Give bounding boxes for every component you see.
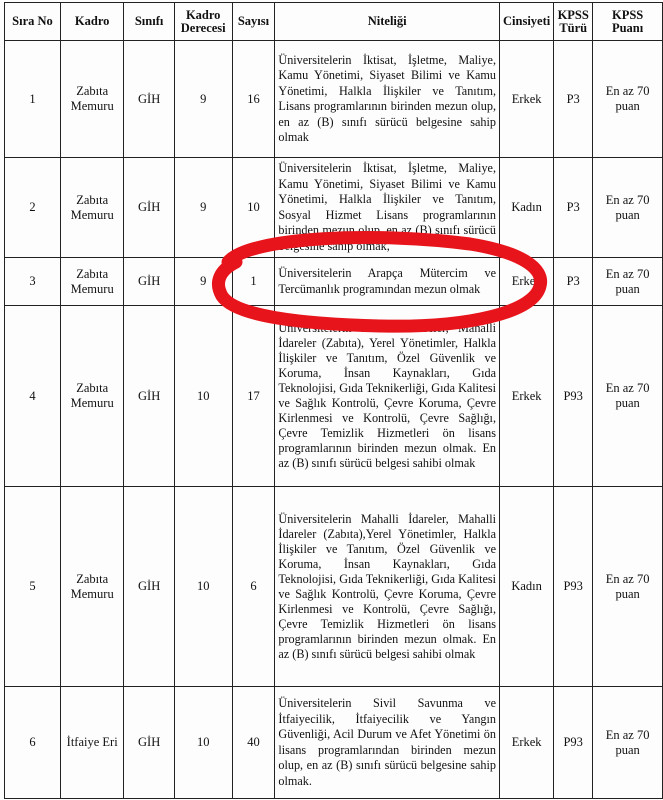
header-cinsiyet: Cinsiyeti [500,3,554,41]
cell-sira: 2 [5,158,61,258]
cell-nitelik: Üniversitelerin Sivil Savunma ve İtfaiyecilik, İtfaiyecilik ve Yangın Güvenliği, Acil Durum ve Afet Yönetimi ön lisans programlarından birinden mezun olup, en az (B) sınıfı sürücü belgesine sahip olmak. [275,687,500,799]
cell-sira: 5 [5,487,61,687]
cell-derece: 10 [174,687,232,799]
cell-sayi: 17 [232,306,275,487]
table-row [5,158,663,258]
cell-sira: 6 [5,687,61,799]
kadro-table [4,2,663,799]
cell-kpss-turu: P3 [554,41,593,158]
cell-sira: 4 [5,306,61,487]
header-sira-no: Sıra No [5,3,61,41]
cell-kpss-puani: En az 70 puan [593,487,663,687]
header-row [5,3,663,41]
cell-sinif: GİH [124,158,174,258]
cell-nitelik: Üniversitelerin Mahalli İdareler, Mahalli İdareler (Zabıta),Yerel Yönetimler, Halkla İlişkiler ve Tanıtım, Özel Güvenlik ve Koruma, İnsan Kaynakları, Gıda Teknolojisi, Gıda Teknikerliği, Gıda Kalitesi ve Sağlık Kontrolü, Çevre Koruma, Çevre Kirlenmesi ve Kontrolü, Çevre Sağlığı, Çevre Temizlik Hizmetleri ön lisans programlarının birinden mezun olmak. En az (B) sınıfı sürücü belgesi sahibi olmak [275,487,500,687]
cell-kadro: Zabıta Memuru [60,306,123,487]
cell-kpss-turu: P93 [554,487,593,687]
cell-cinsiyet: Erkek [500,258,554,306]
cell-kpss-puani: En az 70 puan [593,258,663,306]
header-kpss-puani: KPSS Puanı [593,3,663,41]
cell-sira: 1 [5,41,61,158]
header-niteligi: Niteliği [275,3,500,41]
cell-sayi: 6 [232,487,275,687]
table-row [5,687,663,799]
cell-kadro: Zabıta Memuru [60,158,123,258]
cell-kadro: Zabıta Memuru [60,258,123,306]
table-row [5,487,663,687]
cell-derece: 10 [174,306,232,487]
cell-cinsiyet: Erkek [500,41,554,158]
cell-kpss-turu: P3 [554,258,593,306]
header-kpss-turu: KPSS Türü [554,3,593,41]
cell-sinif: GİH [124,41,174,158]
cell-cinsiyet: Kadın [500,158,554,258]
cell-kpss-puani: En az 70 puan [593,41,663,158]
cell-sinif: GİH [124,487,174,687]
cell-derece: 9 [174,258,232,306]
cell-derece: 9 [174,158,232,258]
cell-sayi: 10 [232,158,275,258]
cell-kpss-puani: En az 70 puan [593,687,663,799]
cell-kadro: İtfaiye Eri [60,687,123,799]
header-sinifi: Sınıfı [124,3,174,41]
header-kadro: Kadro [60,3,123,41]
cell-nitelik: Üniversitelerin Mahalli İdareler, Mahalli İdareler (Zabıta), Yerel Yönetimler, Halkla İlişkiler ve Tanıtım, Özel Güvenlik ve Koruma, İnsan Kaynakları, Gıda Teknolojisi, Gıda Teknikerliği, Gıda Kalitesi ve Sağlık Kontrolü, Çevre Koruma, Çevre Kirlenmesi ve Kontrolü, Çevre Sağlığı, Çevre Temizlik Hizmetleri ön lisans programlarının birinden mezun olmak. En az (B) sınıfı sürücü belgesi sahibi olmak [275,306,500,487]
cell-derece: 9 [174,41,232,158]
cell-kpss-turu: P93 [554,687,593,799]
cell-sinif: GİH [124,258,174,306]
table-row [5,306,663,487]
header-sayisi: Sayısı [232,3,275,41]
cell-kadro: Zabıta Memuru [60,41,123,158]
table-row [5,258,663,306]
cell-derece: 10 [174,487,232,687]
cell-kpss-puani: En az 70 puan [593,158,663,258]
cell-nitelik: Üniversitelerin Arapça Mütercim ve Tercümanlık programından mezun olmak [275,258,500,306]
cell-sinif: GİH [124,687,174,799]
cell-sayi: 1 [232,258,275,306]
cell-kpss-turu: P93 [554,306,593,487]
cell-cinsiyet: Erkek [500,306,554,487]
cell-cinsiyet: Erkek [500,687,554,799]
cell-kpss-puani: En az 70 puan [593,306,663,487]
cell-cinsiyet: Kadın [500,487,554,687]
cell-sayi: 40 [232,687,275,799]
cell-kpss-turu: P3 [554,158,593,258]
cell-kadro: Zabıta Memuru [60,487,123,687]
cell-sira: 3 [5,258,61,306]
table-row [5,41,663,158]
header-kadro-derecesi: Kadro Derecesi [174,3,232,41]
cell-sayi: 16 [232,41,275,158]
cell-sinif: GİH [124,306,174,487]
cell-nitelik: Üniversitelerin İktisat, İşletme, Maliye, Kamu Yönetimi, Siyaset Bilimi ve Kamu Yönetimi, Halkla İlişkiler ve Tanıtım, Sosyal Hizmet Lisans programlarının birinden mezun olup, en az (B) sınıfı sürücü belgesine sahip olmak, [275,158,500,258]
cell-nitelik: Üniversitelerin İktisat, İşletme, Maliye, Kamu Yönetimi, Siyaset Bilimi ve Kamu Yönetimi, Halkla İlişkiler ve Tanıtım, Lisans programlarının birinden mezun olup, en az (B) sınıfı sürücü belgesine sahip olmak [275,41,500,158]
